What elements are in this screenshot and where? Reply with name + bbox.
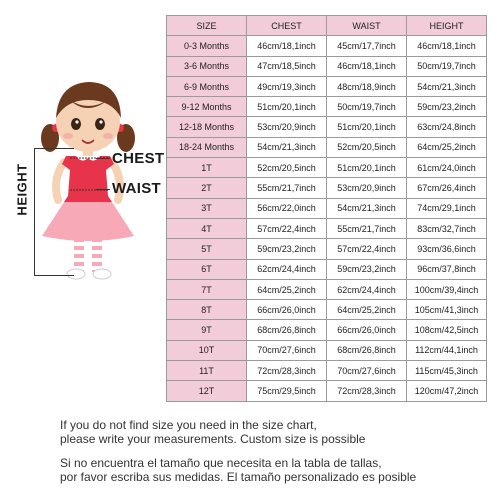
cell-size: 1T bbox=[167, 158, 247, 178]
waist-label: WAIST bbox=[112, 180, 161, 197]
cell-chest: 64cm/25,2inch bbox=[247, 279, 327, 299]
note-en-line1: If you do not find size you need in the size chart, bbox=[60, 418, 317, 432]
table-row bbox=[167, 158, 487, 178]
cell-chest: 56cm/22,0inch bbox=[247, 198, 327, 218]
cell-chest: 47cm/18,5inch bbox=[247, 56, 327, 76]
cell-waist: 51cm/20,1inch bbox=[327, 158, 407, 178]
cell-chest: 62cm/24,4inch bbox=[247, 259, 327, 279]
cell-size: 8T bbox=[167, 300, 247, 320]
cell-height: 115cm/45,3inch bbox=[407, 361, 487, 381]
height-bracket-bottom bbox=[34, 275, 74, 276]
cell-waist: 59cm/23,2inch bbox=[327, 259, 407, 279]
table-row bbox=[167, 178, 487, 198]
table-row bbox=[167, 97, 487, 117]
cell-waist: 70cm/27,6inch bbox=[327, 361, 407, 381]
table-header-row bbox=[167, 16, 487, 36]
cell-chest: 59cm/23,2inch bbox=[247, 239, 327, 259]
cell-size: 0-3 Months bbox=[167, 36, 247, 56]
cell-height: 67cm/26,4inch bbox=[407, 178, 487, 198]
cell-size: 11T bbox=[167, 361, 247, 381]
cell-waist: 46cm/18,1inch bbox=[327, 56, 407, 76]
cell-size: 6T bbox=[167, 259, 247, 279]
cell-chest: 75cm/29,5inch bbox=[247, 381, 327, 401]
cell-height: 54cm/21,3inch bbox=[407, 76, 487, 96]
cell-chest: 46cm/18,1inch bbox=[247, 36, 327, 56]
cell-size: 2T bbox=[167, 178, 247, 198]
cell-chest: 66cm/26,0inch bbox=[247, 300, 327, 320]
cell-waist: 45cm/17,7inch bbox=[327, 36, 407, 56]
cell-waist: 53cm/20,9inch bbox=[327, 178, 407, 198]
cell-size: 4T bbox=[167, 218, 247, 238]
cell-size: 9-12 Months bbox=[167, 97, 247, 117]
cell-waist: 48cm/18,9inch bbox=[327, 76, 407, 96]
cell-height: 59cm/23,2inch bbox=[407, 97, 487, 117]
table-row bbox=[167, 279, 487, 299]
header-height: HEIGHT bbox=[407, 16, 487, 36]
cell-height: 96cm/37,8inch bbox=[407, 259, 487, 279]
cell-waist: 66cm/26,0inch bbox=[327, 320, 407, 340]
table-row bbox=[167, 76, 487, 96]
cell-chest: 57cm/22,4inch bbox=[247, 218, 327, 238]
cell-chest: 68cm/26,8inch bbox=[247, 320, 327, 340]
cell-waist: 72cm/28,3inch bbox=[327, 381, 407, 401]
cell-chest: 55cm/21,7inch bbox=[247, 178, 327, 198]
header-size: SIZE bbox=[167, 16, 247, 36]
cell-height: 100cm/39,4inch bbox=[407, 279, 487, 299]
table-row bbox=[167, 340, 487, 360]
cell-size: 5T bbox=[167, 239, 247, 259]
size-chart-table bbox=[166, 15, 487, 402]
cell-waist: 52cm/20,5inch bbox=[327, 137, 407, 157]
cell-height: 74cm/29,1inch bbox=[407, 198, 487, 218]
table-row bbox=[167, 239, 487, 259]
cell-size: 7T bbox=[167, 279, 247, 299]
cell-chest: 72cm/28,3inch bbox=[247, 361, 327, 381]
header-waist: WAIST bbox=[327, 16, 407, 36]
cell-size: 12T bbox=[167, 381, 247, 401]
table-row bbox=[167, 198, 487, 218]
cell-size: 6-9 Months bbox=[167, 76, 247, 96]
cell-height: 108cm/42,5inch bbox=[407, 320, 487, 340]
waist-pointer bbox=[96, 189, 110, 190]
chest-label: CHEST bbox=[112, 150, 165, 167]
height-label: HEIGHT bbox=[14, 163, 30, 216]
cell-height: 112cm/44,1inch bbox=[407, 340, 487, 360]
cell-height: 83cm/32,7inch bbox=[407, 218, 487, 238]
cell-height: 61cm/24,0inch bbox=[407, 158, 487, 178]
cell-chest: 54cm/21,3inch bbox=[247, 137, 327, 157]
cell-height: 120cm/47,2inch bbox=[407, 381, 487, 401]
table-row bbox=[167, 361, 487, 381]
note-es-line1: Si no encuentra el tamaño que necesita en la tabla de tallas, bbox=[60, 456, 382, 470]
table-row bbox=[167, 300, 487, 320]
note-en-line2: please write your measurements. Custom size is possible bbox=[60, 432, 366, 446]
size-notes bbox=[60, 418, 416, 484]
height-bracket-top bbox=[34, 148, 74, 149]
header-chest: CHEST bbox=[247, 16, 327, 36]
chest-pointer bbox=[96, 158, 110, 159]
table-row bbox=[167, 320, 487, 340]
cell-size: 18-24 Months bbox=[167, 137, 247, 157]
cell-waist: 54cm/21,3inch bbox=[327, 198, 407, 218]
cell-size: 3T bbox=[167, 198, 247, 218]
cell-height: 46cm/18,1inch bbox=[407, 36, 487, 56]
cell-waist: 62cm/24,4inch bbox=[327, 279, 407, 299]
table-row bbox=[167, 218, 487, 238]
cell-chest: 51cm/20,1inch bbox=[247, 97, 327, 117]
cell-waist: 51cm/20,1inch bbox=[327, 117, 407, 137]
cell-size: 10T bbox=[167, 340, 247, 360]
table-row bbox=[167, 259, 487, 279]
table-row bbox=[167, 36, 487, 56]
cell-waist: 55cm/21,7inch bbox=[327, 218, 407, 238]
cell-height: 64cm/25,2inch bbox=[407, 137, 487, 157]
cell-chest: 49cm/19,3inch bbox=[247, 76, 327, 96]
cell-height: 63cm/24,8inch bbox=[407, 117, 487, 137]
cell-size: 12-18 Months bbox=[167, 117, 247, 137]
table-row bbox=[167, 117, 487, 137]
table-body bbox=[167, 36, 487, 401]
cell-chest: 53cm/20,9inch bbox=[247, 117, 327, 137]
table-row bbox=[167, 56, 487, 76]
cell-height: 50cm/19,7inch bbox=[407, 56, 487, 76]
cell-height: 105cm/41,3inch bbox=[407, 300, 487, 320]
cell-height: 93cm/36,6inch bbox=[407, 239, 487, 259]
cell-waist: 50cm/19,7inch bbox=[327, 97, 407, 117]
note-es-line2: por favor escriba sus medidas. El tamaño personalizado es posible bbox=[60, 470, 417, 484]
cell-chest: 52cm/20,5inch bbox=[247, 158, 327, 178]
cell-waist: 64cm/25,2inch bbox=[327, 300, 407, 320]
cell-size: 9T bbox=[167, 320, 247, 340]
table-row bbox=[167, 381, 487, 401]
table-row bbox=[167, 137, 487, 157]
cell-chest: 70cm/27,6inch bbox=[247, 340, 327, 360]
cell-waist: 57cm/22,4inch bbox=[327, 239, 407, 259]
cell-waist: 68cm/26,8inch bbox=[327, 340, 407, 360]
cell-size: 3-6 Months bbox=[167, 56, 247, 76]
height-bracket-line bbox=[34, 148, 35, 276]
